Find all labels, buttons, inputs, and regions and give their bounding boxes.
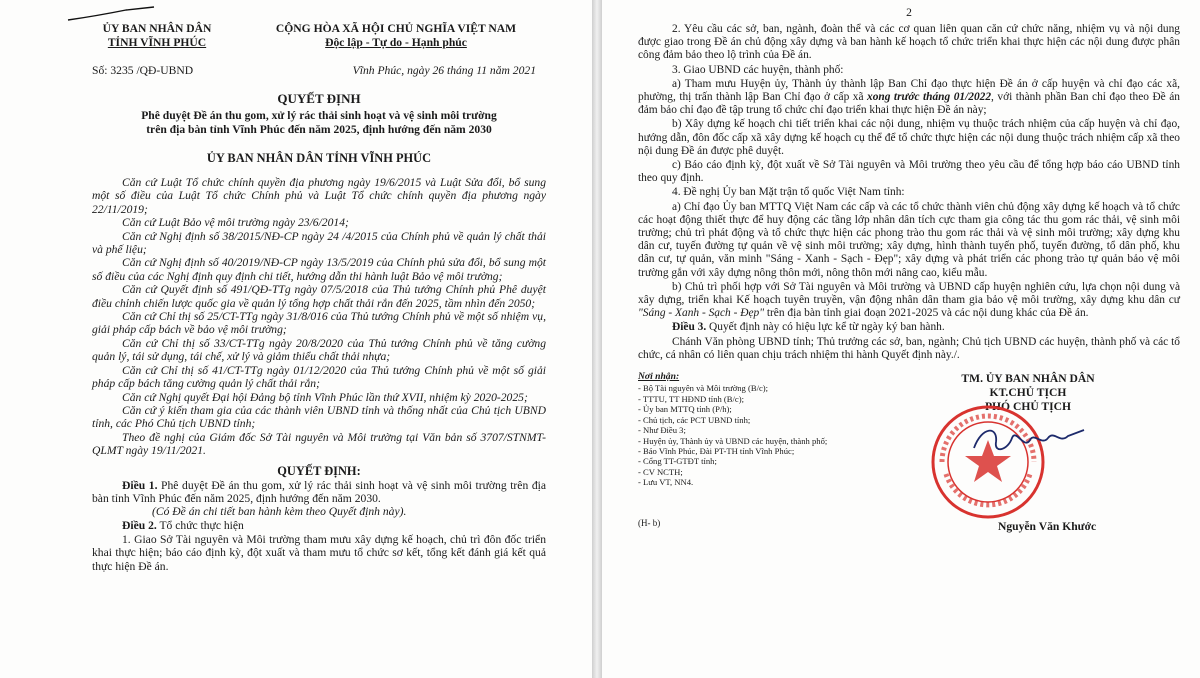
article-2-item-4: 4. Đề nghị Ủy ban Mặt trận tổ quốc Việt Nam tỉnh: (672, 186, 905, 199)
article-2-item-4a (638, 201, 1180, 280)
nation-line1: CỘNG HÒA XÃ HỘI CHỦ NGHĨA VIỆT NAM (275, 22, 517, 35)
document-number: Số: 3235 /QĐ-UBND (92, 64, 194, 77)
article-2-item-1: 1. Giao Sở Tài nguyên và Môi trường tham mưu xây dựng kế hoạch, chủ trì đôn đốc triển khai thực hiện; báo cáo định kỳ, đột xuất và tham mưu tổ chức sơ kết, tổng kết đánh giá kết quả thực hiện Đề án. (92, 532, 546, 573)
document-header (92, 22, 546, 50)
recipient-item: - Huyện ủy, Thành ủy và UBND các huyện, thành phố; (638, 435, 828, 446)
recipient-item: - Lưu VT, NN4. (638, 477, 694, 488)
item-4b-text-end: trên địa bàn tỉnh giai đoạn 2021-2025 và các nội dung khác của Đề án. (763, 307, 1089, 320)
legal-basis-item: Căn cứ Nghị định số 40/2019/NĐ-CP ngày 13/5/2019 của Chính phủ sửa đổi, bổ sung một số điều của các Nghị định quy định chi tiết, hướng dẫn thi hành luật Bảo vệ môi trường; (92, 256, 546, 283)
item-4a-text-end: ; xây dựng và phát triển các phong trào tự quản bảo vệ môi trường gắn với xây dựng nông thôn mới, nông thôn mới nâng cao, kiểu mẫu. (638, 253, 1180, 279)
handwritten-note: (H- b) (638, 518, 661, 529)
legal-basis-item: Căn cứ Chỉ thị số 25/CT-TTg ngày 31/8/016 của Thủ tướng Chính phủ về một số nhiệm vụ, giải pháp cấp bách về bảo vệ môi trường; (92, 310, 546, 337)
article-3 (638, 321, 1180, 334)
recipient-item: - Như Điều 3; (638, 425, 686, 436)
article-1 (92, 479, 546, 506)
article-1-note: (Có Đề án chi tiết ban hành kèm theo Quyết định này). (152, 505, 407, 519)
document-number-line (92, 64, 546, 77)
item-4b-slogan: "Sáng - Xanh - Sạch - Đẹp" (638, 307, 764, 320)
sign-line3: PHÓ CHỦ TỊCH (984, 400, 1072, 414)
legal-basis-item: Căn cứ Nghị định số 38/2015/NĐ-CP ngày 24 /4/2015 của Chính phủ về quản lý chất thải và phế liệu; (92, 229, 546, 257)
sign-line1: TM. ỦY BAN NHÂN DÂN (961, 372, 1095, 386)
recipient-item: - Báo Vĩnh Phúc, Đài PT-TH tỉnh Vĩnh Phúc; (638, 445, 795, 456)
legal-basis-list (92, 176, 546, 458)
page-gutter (592, 0, 602, 678)
recipient-item: - Ủy ban MTTQ tỉnh (P/h); (638, 404, 732, 415)
pen-mark-icon (66, 6, 158, 26)
item-3a-text: a) Tham mưu Huyện ủy, Thành ủy thành lập Ban Chỉ đạo thực hiện Đề án ở cấp huyện và chỉ đạo các xã, phường, thị trấn thành lập Ban Chỉ đạo ở cấp xã (638, 77, 1180, 104)
article-2 (92, 519, 546, 532)
decision-heading: QUYẾT ĐỊNH: (277, 463, 361, 478)
execution-clause: Chánh Văn phòng UBND tỉnh; Thủ trưởng các sở, ban, ngành; Chủ tịch UBND các huyện, thành phố và các tổ chức, cá nhân có liên quan chịu trách nhiệm thi hành Quyết định này./. (638, 335, 1180, 361)
decision-title: QUYẾT ĐỊNH (277, 91, 361, 106)
issuer-heading: ỦY BAN NHÂN DÂN TỈNH VĨNH PHÚC (206, 151, 432, 165)
recipients-block (638, 372, 878, 487)
recipient-item: - Cổng TT-GTĐT tỉnh; (638, 456, 717, 467)
item-4b-text: b) Chủ trì phối hợp với Sở Tài nguyên và Môi trường và UBND cấp huyện nghiên cứu, lựa chọn nội dung và xây dựng, triển khai Kế hoạch tuyên truyền, vận động nhân dân tham gia bảo vệ môi trường, xây dựng khu dân cư (638, 280, 1180, 307)
nation-line2: Độc lập - Tự do - Hạnh phúc (325, 36, 467, 49)
legal-basis-item: Căn cứ Quyết định số 491/QĐ-TTg ngày 07/5/2018 của Thủ tướng Chính phủ Phê duyệt điều chỉnh chiến lược quốc gia về quản lý tổng hợp chất thải rắn đến 2025, tầm nhìn đến 2050; (92, 283, 546, 310)
item-4a-slogan: "Sáng - Xanh - Sạch - Đẹp" (765, 253, 899, 266)
decision-subtitle (92, 109, 546, 137)
article-3-label: Điều 3. (672, 321, 707, 334)
article-3-text: Quyết định này có hiệu lực kể từ ngày ký ban hành. (706, 321, 945, 334)
article-2-item-4b (638, 281, 1180, 321)
subtitle-line1: Phê duyệt Đề án thu gom, xử lý rác thải sinh hoạt và vệ sinh môi trường (141, 109, 497, 122)
recipient-item: - CV NCTH; (638, 466, 683, 477)
article-2-item-3: 3. Giao UBND các huyện, thành phố: (672, 63, 844, 76)
item-3a-deadline: xong trước tháng 01/2022 (867, 91, 992, 104)
recipient-item: - Bộ Tài nguyên và Môi trường (B/c); (638, 383, 769, 394)
legal-basis-item: Căn cứ Chỉ thị số 33/CT-TTg ngày 20/8/2020 của Thủ tướng Chính phủ về tăng cường quản lý, tái sử dụng, tái chế, xử lý và giảm thiểu chất thải nhựa; (92, 336, 546, 364)
page-number: 2 (906, 6, 912, 19)
document-page-2 (602, 0, 1200, 678)
article-2-text: Tổ chức thực hiện (156, 519, 244, 533)
recipient-item: - TTTU, TT HĐND tỉnh (B/c); (638, 393, 744, 404)
legal-basis-item: Căn cứ Luật Tổ chức chính quyền địa phương ngày 19/6/2015 và Luật Sửa đổi, bổ sung một số điều của Luật Tổ chức Chính phủ và Luật Tổ chức chính quyền địa phương ngày 22/11/2019; (92, 176, 546, 216)
sign-line2: KT.CHỦ TỊCH (989, 386, 1067, 400)
legal-basis-item: Theo đề nghị của Giám đốc Sở Tài nguyên và Môi trường tại Văn bản số 3707/STNMT-QLMT ngày 19/11/2021. (92, 430, 546, 458)
issuer-line2: TỈNH VĨNH PHÚC (107, 36, 207, 49)
issuing-body (92, 22, 222, 50)
article-1-label: Điều 1. (122, 478, 158, 492)
document-date: Vĩnh Phúc, ngày 26 tháng 11 năm 2021 (352, 64, 536, 77)
article-2-item-2: 2. Yêu cầu các sở, ban, ngành, đoàn thể và các cơ quan liên quan căn cứ chức năng, nhiệm vụ và nội dung được giao trong Đề án chủ động xây dựng và ban hành kế hoạch tổ chức triển khai thực hiện các nội dung được phân công đảm bảo theo lộ trình của Đề án. (638, 23, 1180, 62)
legal-basis-item: Căn cứ ý kiến tham gia của các thành viên UBND tỉnh và thống nhất của Chủ tịch UBND tỉnh, các Phó Chủ tịch UBND tỉnh; (92, 403, 546, 431)
national-motto (246, 22, 546, 50)
recipient-item: - Chủ tịch, các PCT UBND tỉnh; (638, 414, 751, 425)
item-4a-text: a) Chỉ đạo Ủy ban MTTQ Việt Nam các cấp và các tổ chức thành viên chủ động xây dựng kế hoạch và tổ chức các hoạt động thiết thực để huy động các tầng lớp nhân dân tích cực tham gia công tác thu gom rác thải, vệ sinh môi trường; chủ trì phát động và tổ chức thực hiện các phong trào thu gom rác thải và vệ sinh môi trường; xây dựng khu dân cư, tuyến đường tự quản về vệ sinh môi trường; xây dựng, hình thành tuyến phố, tuyến đường, tổ dân phố, khu dân cư, tự quản, văn minh (638, 200, 1180, 266)
legal-basis-item: Căn cứ Luật Bảo vệ môi trường ngày 23/6/2014; (122, 216, 349, 230)
issuer-line1: ỦY BAN NHÂN DÂN (102, 22, 212, 35)
article-2-item-3c: c) Báo cáo định kỳ, đột xuất về Sở Tài nguyên và Môi trường theo yêu cầu để tổng hợp báo cáo UBND tỉnh theo quy định. (638, 159, 1180, 185)
article-2-label: Điều 2. (122, 519, 157, 533)
subtitle-line2: trên địa bàn tỉnh Vĩnh Phúc đến năm 2025, định hướng đến năm 2030 (146, 123, 492, 136)
item-3a-text-end: , với thành phần Ban chỉ đạo theo Đề án đảm bảo chỉ đạo đề tập trung tổ chức chỉ đạo triển khai thực hiện Đề án này; (638, 91, 1180, 117)
signer-name: Nguyễn Văn Khước (998, 520, 1097, 534)
legal-basis-item: Căn cứ Nghị quyết Đại hội Đảng bộ tỉnh Vĩnh Phúc lần thứ XVII, nhiệm kỳ 2020-2025; (122, 390, 528, 404)
article-2-item-3a (638, 78, 1180, 118)
article-1-text: Phê duyệt Đề án thu gom, xử lý rác thải sinh hoạt và vệ sinh môi trường trên địa bàn tỉnh Vĩnh Phúc đến năm 2025, định hướng đến năm 2030. (92, 478, 546, 505)
handwritten-signature-icon (968, 420, 1088, 460)
recipients-title: Nơi nhận: (638, 371, 680, 383)
signature-area (638, 372, 1180, 552)
document-page-1 (0, 0, 592, 678)
legal-basis-item: Căn cứ Chỉ thị số 41/CT-TTg ngày 01/12/2020 của Thủ tướng Chính phủ về một số giải pháp cấp bách tăng cường quản lý chất thải rắn; (92, 363, 546, 391)
article-2-item-3b: b) Xây dựng kế hoạch chi tiết triển khai các nội dung, nhiệm vụ thuộc trách nhiệm của cấp huyện và chỉ đạo, hướng dẫn, đôn đốc cấp xã xây dựng kế hoạch cụ thể để tổ chức thực hiện các nội dung thuộc trách nhiệm cấp xã theo nội dung Đề án được phê duyệt. (638, 118, 1180, 157)
